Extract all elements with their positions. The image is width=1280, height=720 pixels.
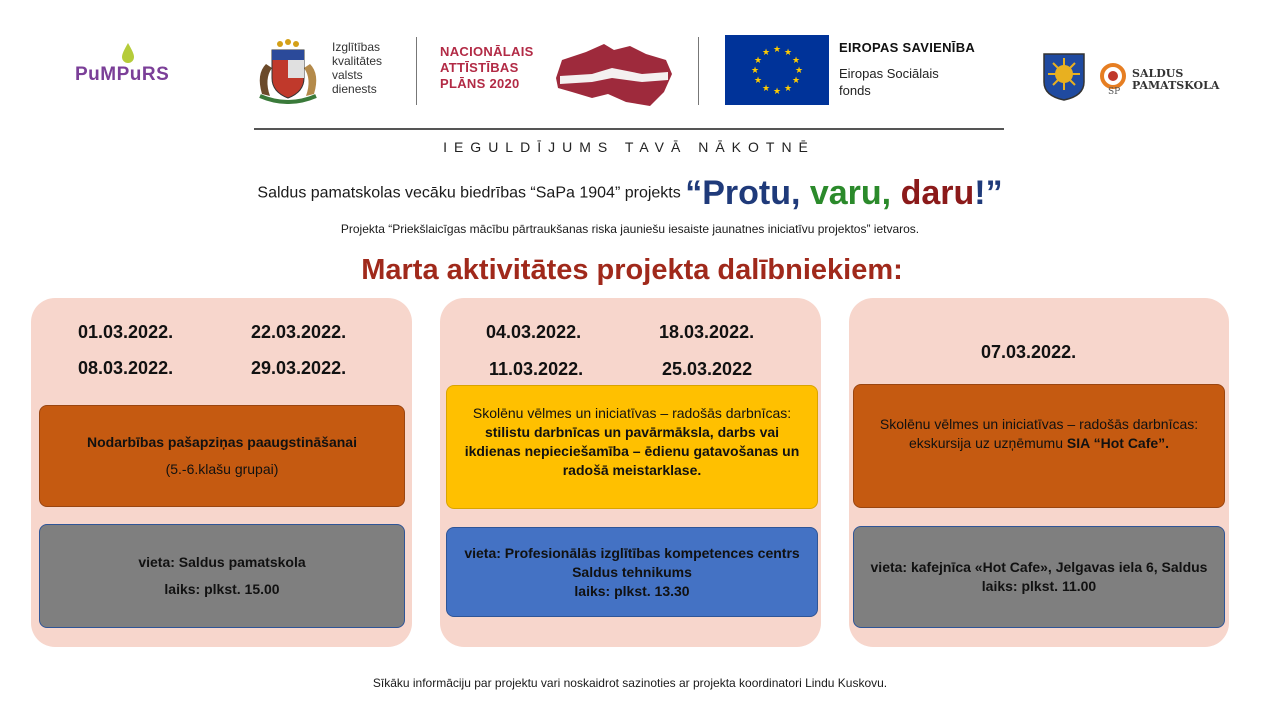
school-emblem-icon — [1098, 62, 1128, 96]
nap-line-1: NACIONĀLAIS — [440, 44, 534, 59]
activity-panel-2 — [440, 298, 821, 647]
date: 07.03.2022. — [981, 342, 1077, 362]
logo-divider — [698, 37, 699, 105]
activity-panel-3 — [849, 298, 1229, 647]
eu-logo — [725, 35, 1015, 105]
subtitle-open-quote: “ — [685, 174, 703, 212]
ikvd-line-2: kvalitātes — [332, 54, 383, 68]
svg-text:★: ★ — [772, 45, 782, 55]
pumpurs-text: PuMPuRS — [75, 64, 170, 85]
main-title: Marta aktivitātes projekta dalībniekiem: — [361, 254, 903, 286]
subtitle-prefix: Saldus pamatskolas vecāku biedrības “SaPa 1904” projekts — [257, 184, 686, 202]
footer-note: Sīkāku informāciju par projektu vari noskaidrot sazinoties ar projekta koordinatori Lindu Kuskovu. — [372, 676, 888, 690]
time: laiks: plkst. 11.00 — [981, 578, 1097, 594]
svg-text:★: ★ — [783, 48, 793, 58]
latvia-map-icon — [552, 40, 674, 110]
subtitle-word-daru: daru — [900, 174, 975, 212]
location-box — [446, 527, 818, 617]
date: 18.03.2022. — [659, 322, 755, 342]
svg-text:★: ★ — [783, 84, 793, 94]
activity-intro: Skolēnu vēlmes un iniciatīvas – radošās darbnīcas: ekskursija uz uzņēmumu — [879, 416, 1199, 451]
ikvd-logo — [252, 34, 412, 104]
activity-box — [853, 384, 1225, 508]
project-context: Projekta “Priekšlaicīgas mācību pārtraukšanas riska jauniešu iesaiste jaunatnes iniciatīvu projektos” ietvaros. — [340, 222, 920, 236]
date: 04.03.2022. — [486, 322, 582, 342]
activity-title: Nodarbības pašapziņas paaugstināšanai — [87, 434, 357, 450]
time: laiks: plkst. 13.30 — [574, 582, 690, 599]
date: 25.03.2022 — [662, 359, 753, 379]
svg-text:★: ★ — [761, 48, 771, 58]
nap-logo — [440, 40, 680, 110]
location-box — [853, 526, 1225, 628]
school-line-2: PAMATSKOLA — [1132, 79, 1220, 92]
date: 29.03.2022. — [251, 358, 347, 378]
svg-text:★: ★ — [794, 66, 804, 76]
ikvd-line-3: valsts — [332, 68, 363, 82]
activity-detail: stilistu darbnīcas un pavārmāksla, darbs vai ikdienas nepieciešamība – ēdienu gatavošanas un radošā meistarklase. — [464, 424, 800, 478]
svg-text:★: ★ — [753, 76, 763, 86]
eu-sub-1: Eiropas Sociālais — [839, 66, 939, 81]
date: 22.03.2022. — [251, 322, 347, 342]
location-box — [39, 524, 405, 628]
svg-text:★: ★ — [761, 84, 771, 94]
activity-box — [39, 405, 405, 507]
date: 11.03.2022. — [489, 359, 584, 379]
location: vieta: Profesionālās izglītības kompetences centrs Saldus tehnikums — [464, 544, 800, 580]
eu-title: EIROPAS SAVIENĪBA — [839, 40, 976, 55]
subtitle-end: !” — [974, 174, 1003, 212]
location: vieta: Saldus pamatskola — [138, 554, 306, 570]
saldus-pamatskola-logo — [1098, 62, 1228, 98]
svg-text:SP: SP — [1108, 87, 1121, 96]
school-line-1: SALDUS — [1132, 67, 1184, 80]
svg-text:★: ★ — [791, 56, 801, 66]
svg-text:★: ★ — [791, 76, 801, 86]
activity-group: (5.-6.klašu grupai) — [165, 461, 279, 477]
activity-panel-1 — [31, 298, 412, 647]
location: vieta: kafejnīca «Hot Cafe», Jelgavas iela 6, Saldus — [870, 559, 1208, 575]
date: 08.03.2022. — [78, 358, 174, 378]
nap-line-3: PLĀNS 2020 — [440, 76, 520, 91]
header-rule — [254, 128, 1004, 130]
activity-box — [446, 385, 818, 509]
ikvd-line-1: Izglītības — [332, 40, 381, 54]
motto: IEGULDĪJUMS TAVĀ NĀKOTNĒ — [443, 139, 815, 155]
eu-sub-2: fonds — [839, 83, 871, 98]
eu-flag-icon — [725, 35, 829, 105]
project-subtitle — [0, 174, 1260, 213]
svg-text:★: ★ — [772, 87, 782, 97]
latvia-coat-of-arms-icon — [252, 34, 324, 104]
activity-detail: SIA “Hot Cafe”. — [1066, 435, 1170, 451]
logo-divider — [416, 37, 417, 105]
saldus-coat-of-arms-icon — [1042, 52, 1086, 102]
activity-intro: Skolēnu vēlmes un iniciatīvas – radošās darbnīcas: — [472, 405, 792, 421]
pumpurs-logo — [75, 42, 175, 92]
date: 01.03.2022. — [78, 322, 174, 342]
nap-line-2: ATTĪSTĪBAS — [440, 60, 519, 75]
svg-text:★: ★ — [750, 66, 760, 76]
subtitle-word-protu: Protu, — [702, 174, 801, 212]
subtitle-word-varu: varu, — [809, 174, 892, 212]
time: laiks: plkst. 15.00 — [164, 581, 280, 597]
ikvd-line-4: dienests — [332, 82, 377, 96]
svg-text:★: ★ — [753, 56, 763, 66]
drop-icon — [120, 42, 136, 64]
